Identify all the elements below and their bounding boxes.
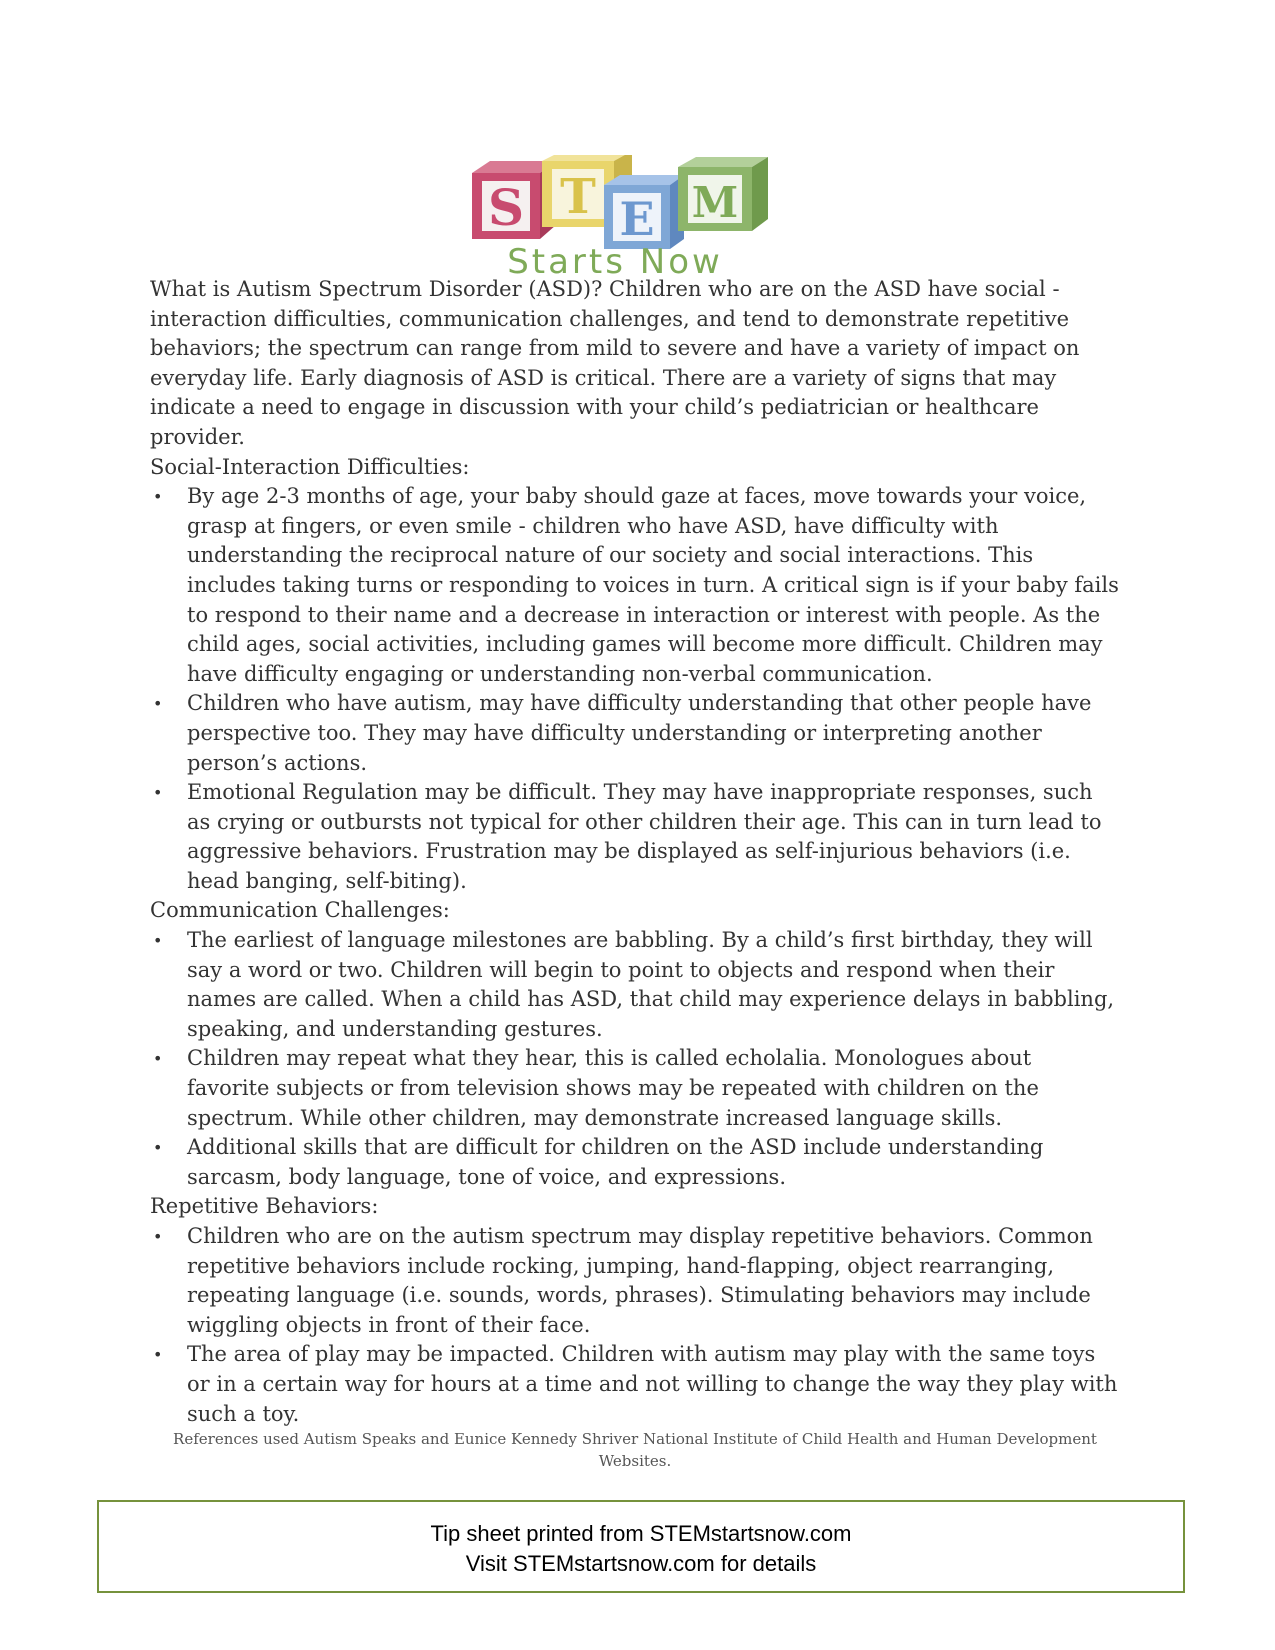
section-heading: Communication Challenges: [150, 898, 450, 923]
bullet-list [150, 482, 1120, 896]
bullet-list [150, 1222, 1120, 1429]
footer-line-visit: Visit STEMstartsnow.com for details [465, 1551, 817, 1576]
bullet-icon: • [153, 487, 163, 507]
list-item-text: The earliest of language milestones are babbling. By a child’s first birthday, they will say a word or two. Children will begin to point to objects and respond when their names are called. When a child has ASD, that child may experience delays in babbling, speaking, and understanding gestures. [187, 928, 1115, 1041]
list-item-text: The area of play may be impacted. Children with autism may play with the same toys or in a certain way for hours at a time and not willing to change the way they play with such a toy. [187, 1342, 1118, 1426]
references-note: References used Autism Speaks and Eunice Kennedy Shriver National Institute of Child Health and Human Development Websites. [173, 1430, 1097, 1470]
logo-block-m [678, 157, 768, 231]
bullet-icon: • [153, 1049, 163, 1069]
logo-letter-s: S [487, 178, 525, 237]
logo-block-e [604, 175, 684, 249]
footer-box [97, 1500, 1185, 1593]
section-heading: Repetitive Behaviors: [150, 1194, 379, 1219]
list-item [150, 482, 1120, 689]
section-heading: Social-Interaction Difficulties: [150, 454, 470, 479]
bullet-icon: • [153, 1345, 163, 1365]
bullet-icon: • [153, 1138, 163, 1158]
list-item [150, 1133, 1120, 1192]
bullet-icon: • [153, 783, 163, 803]
list-item [150, 926, 1120, 1044]
list-item-text: Additional skills that are difficult for children on the ASD include understanding sarcasm, body language, tone of voice, and expressions. [187, 1135, 1044, 1189]
list-item-text: Children may repeat what they hear, this is called echolalia. Monologues about favorite subjects or from television shows may be repeated with children on the spectrum. While other children, may demonstrate increased language skills. [187, 1046, 1039, 1130]
bullet-icon: • [153, 931, 163, 951]
list-item-text: By age 2-3 months of age, your baby should gaze at faces, move towards your voice, grasp at fingers, or even smile - children who have ASD, have difficulty with understanding the reciprocal nature of our society and social interactions. This includes taking turns or responding to voices in turn. A critical sign is if your baby fails to respond to their name and a decrease in interaction or interest with people. As the child ages, social activities, including games will become more difficult. Children may have difficulty engaging or understanding non-verbal communication. [187, 484, 1119, 686]
bullet-list [150, 926, 1120, 1192]
section-social-interaction [150, 453, 1120, 897]
list-item-text: Children who are on the autism spectrum may display repetitive behaviors. Common repetitive behaviors include rocking, jumping, hand-flapping, object rearranging, repeating language (i.e. sounds, words, phrases). Stimulating behaviors may include wiggling objects in front of their face. [187, 1224, 1093, 1337]
list-item [150, 778, 1120, 896]
logo-letter-m: M [691, 178, 739, 227]
footer-line-printed-from: Tip sheet printed from STEMstartsnow.com [430, 1521, 852, 1546]
section-communication [150, 896, 1120, 1192]
list-item [150, 689, 1120, 778]
list-item-text: Children who have autism, may have difficulty understanding that other people have perspective too. They may have difficulty understanding or interpreting another person’s actions. [187, 691, 1092, 775]
list-item [150, 1222, 1120, 1340]
list-item-text: Emotional Regulation may be difficult. They may have inappropriate responses, such as crying or outbursts not typical for other children their age. This can in turn lead to aggressive behaviors. Frustration may be displayed as self-injurious behaviors (i.e. head banging, self-biting). [187, 780, 1102, 893]
logo-letter-t: T [560, 169, 596, 225]
bullet-icon: • [153, 1227, 163, 1246]
logo-tagline: Starts Now [507, 242, 723, 280]
section-repetitive-behaviors [150, 1192, 1120, 1429]
list-item [150, 1340, 1120, 1429]
bullet-icon: • [153, 694, 163, 714]
intro-paragraph: What is Autism Spectrum Disorder (ASD)? Children who are on the ASD have social - interaction difficulties, communication challenges, and tend to demonstrate repetitive behaviors; the spectrum can range from mild to severe and have a variety of impact on everyday life. Early diagnosis of ASD is critical. There are a variety of signs that may indicate a need to engage in discussion with your child’s pediatrician or healthcare provider. [150, 277, 1080, 449]
stem-starts-now-logo [470, 155, 810, 280]
logo-letter-e: E [619, 192, 655, 246]
main-content [150, 275, 1120, 1429]
list-item [150, 1044, 1120, 1133]
